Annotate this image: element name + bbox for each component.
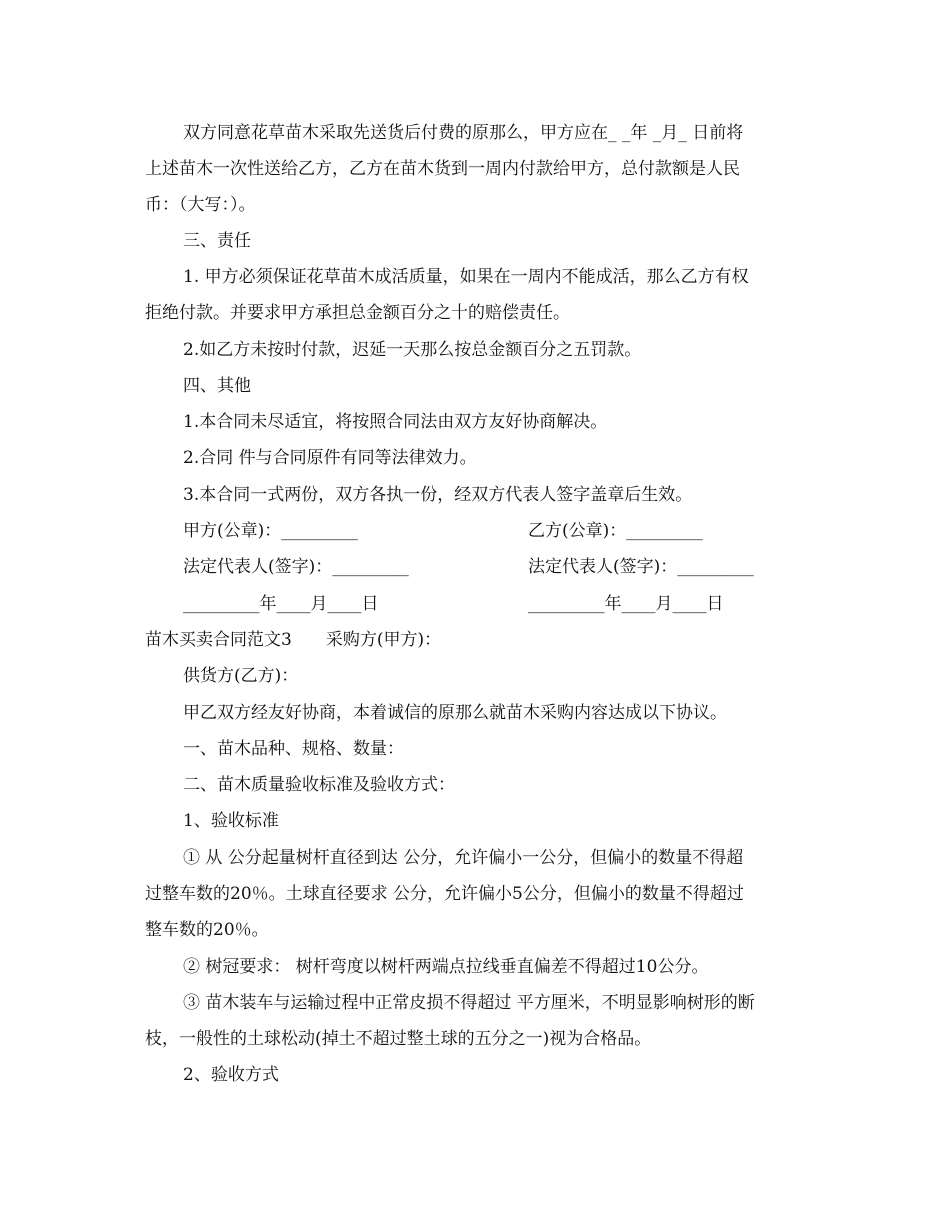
party-b-seal-field: 乙方(公章)：_________	[528, 521, 703, 541]
paragraph-line: 上述苗木一次性送给乙方，乙方在苗木货到一周内付款给甲方，总付款额是人民	[145, 159, 740, 179]
party-a-date-field: _________年____月____日	[183, 594, 379, 614]
paragraph-line: ① 从 公分起量树杆直径到达 公分，允许偏小一公分，但偏小的数量不得超	[183, 848, 744, 868]
subsection-heading: 2、验收方式	[183, 1065, 279, 1085]
paragraph-line: 枝，一般性的土球松动(掉土不超过整土球的五分之一)视为合格品。	[145, 1029, 652, 1049]
section-heading: 四、其他	[183, 376, 251, 396]
party-a-seal-field: 甲方(公章)：_________	[183, 521, 358, 541]
party-b-representative-field: 法定代表人(签字)：_________	[528, 557, 754, 577]
paragraph-line: ② 树冠要求： 树杆弯度以树杆两端点拉线垂直偏差不得超过10公分。	[183, 957, 709, 977]
paragraph-line: 整车数的20％。	[145, 920, 269, 940]
section-heading: 二、苗木质量验收标准及验收方式：	[183, 775, 455, 795]
paragraph-line: 拒绝付款。并要求甲方承担总金额百分之十的赔偿责任。	[145, 303, 570, 323]
paragraph-line: 币：（大写：）。	[145, 195, 256, 215]
party-a-representative-field: 法定代表人(签字)：_________	[183, 557, 409, 577]
paragraph-line: 1.本合同未尽适宜，将按照合同法由双方友好协商解决。	[183, 412, 608, 432]
paragraph-line: 过整车数的20％。土球直径要求 公分，允许偏小5公分，但偏小的数量不得超过	[145, 884, 744, 904]
paragraph-line: 供货方(乙方)：	[183, 666, 299, 686]
paragraph-line: 2.合同 件与合同原件有同等法律效力。	[183, 448, 477, 468]
section-heading: 三、责任	[183, 231, 251, 251]
contract-title-line: 苗木买卖合同范文3 采购方(甲方)：	[145, 630, 442, 650]
paragraph-line: 3.本合同一式两份，双方各执一份，经双方代表人签字盖章后生效。	[183, 485, 693, 505]
paragraph-line: 2.如乙方未按时付款，迟延一天那么按总金额百分之五罚款。	[183, 340, 642, 360]
paragraph-line: ③ 苗木装车与运输过程中正常皮损不得超过 平方厘米，不明显影响树形的断	[183, 993, 755, 1013]
paragraph-line: 甲乙双方经友好协商，本着诚信的原那么就苗木采购内容达成以下协议。	[183, 703, 727, 723]
party-b-date-field: _________年____月____日	[528, 594, 724, 614]
subsection-heading: 1、验收标准	[183, 811, 279, 831]
paragraph-line: 1. 甲方必须保证花草苗木成活质量，如果在一周内不能成活，那么乙方有权	[183, 267, 749, 287]
paragraph-line: 双方同意花草苗木采取先送货后付费的原那么，甲方应在_ _年 _月_ 日前将	[183, 123, 744, 143]
section-heading: 一、苗木品种、规格、数量：	[183, 739, 404, 759]
